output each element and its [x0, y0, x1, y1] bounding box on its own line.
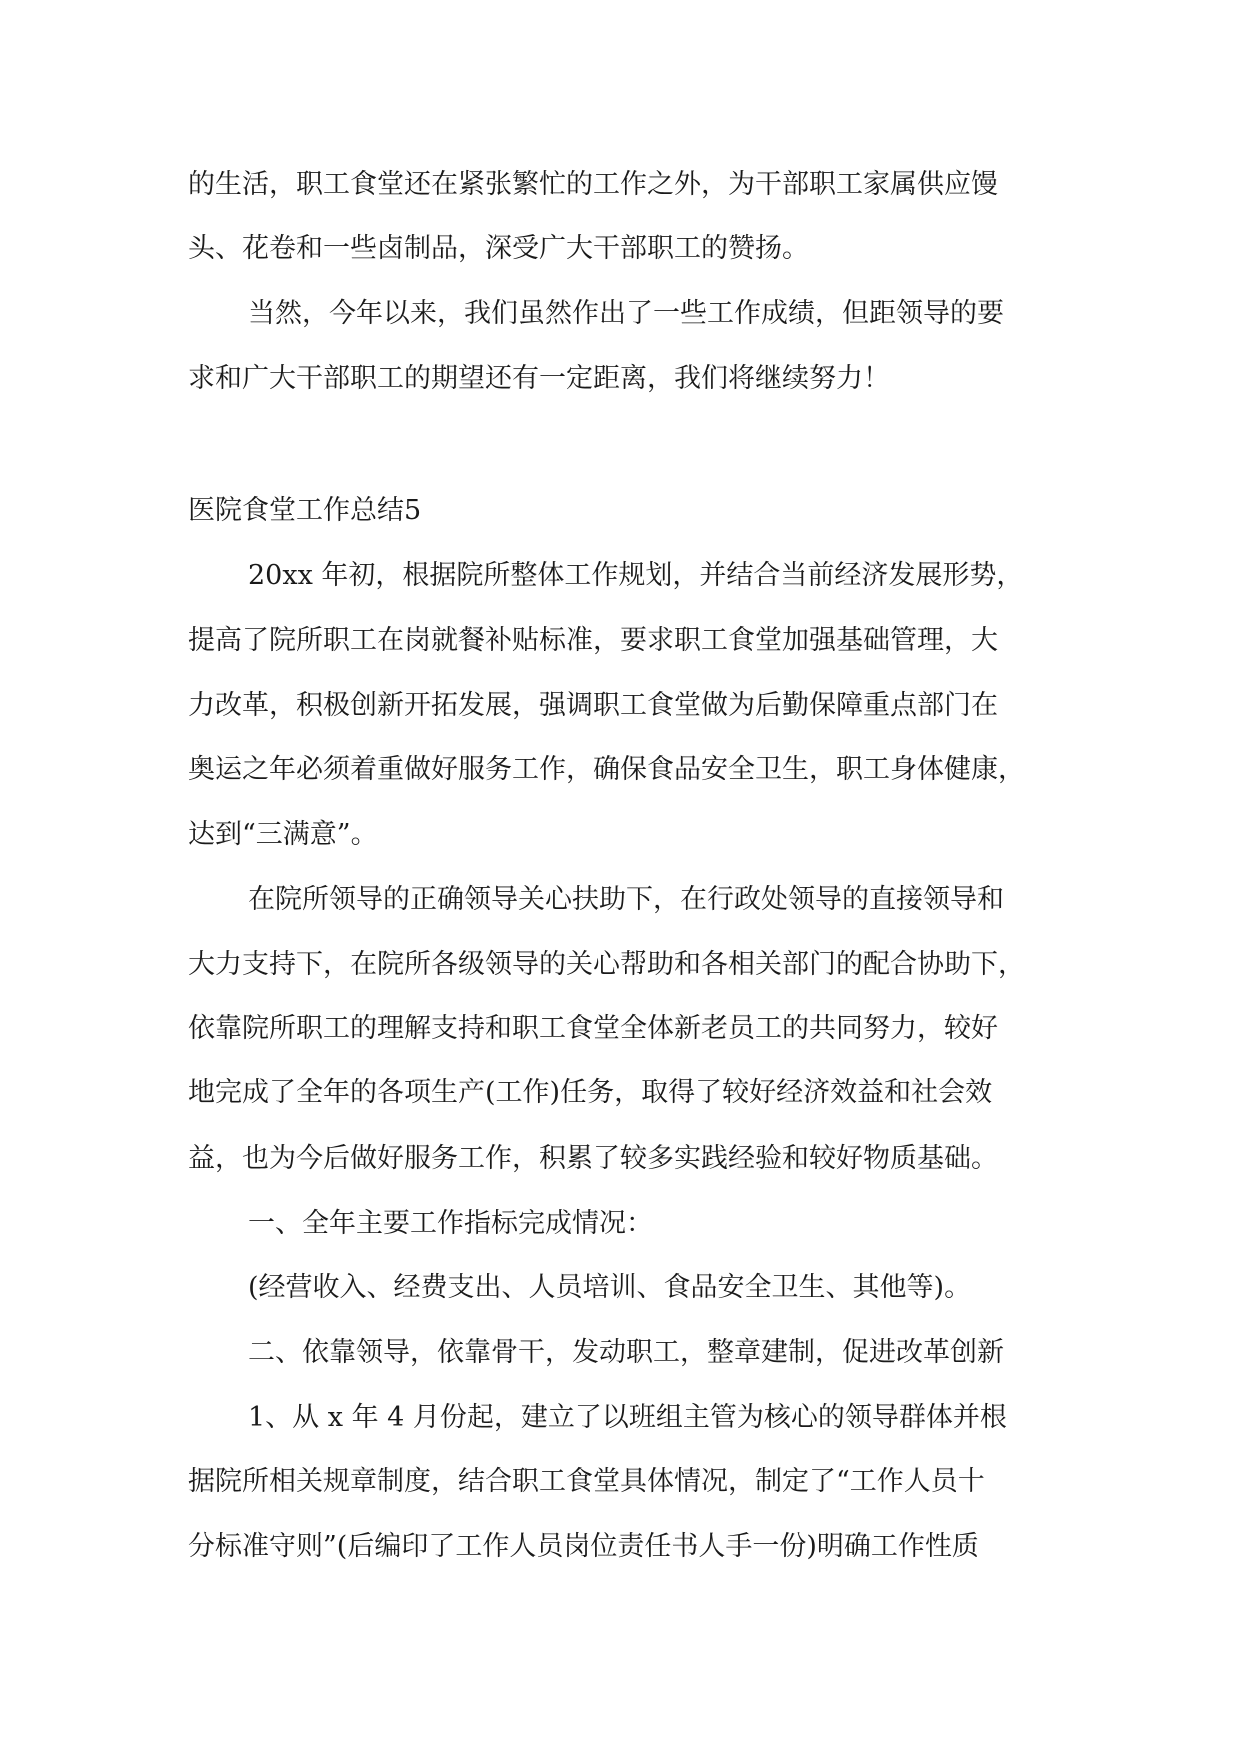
paragraph-line: 达到“三满意”。 — [188, 819, 378, 850]
paragraph-line: 据院所相关规章制度，结合职工食堂具体情况，制定了“工作人员十 — [188, 1466, 985, 1497]
paragraph-line: 益，也为今后做好服务工作，积累了较多实践经验和较好物质基础。 — [188, 1143, 998, 1174]
paragraph-line: 1、从 x 年 4 月份起，建立了以班组主管为核心的领导群体并根 — [248, 1402, 1007, 1433]
paragraph-line: 力改革，积极创新开拓发展，强调职工食堂做为后勤保障重点部门在 — [188, 690, 998, 721]
paragraph-line: 分标准守则”(后编印了工作人员岗位责任书人手一份)明确工作性质 — [188, 1531, 979, 1562]
paragraph-line: 头、花卷和一些卤制品，深受广大干部职工的赞扬。 — [188, 233, 809, 264]
paragraph-line: 依靠院所职工的理解支持和职工食堂全体新老员工的共同努力，较好 — [188, 1013, 998, 1044]
paragraph-line: 求和广大干部职工的期望还有一定距离，我们将继续努力！ — [188, 363, 890, 394]
paragraph-line: 二、依靠领导，依靠骨干，发动职工，整章建制，促进改革创新 — [248, 1337, 1004, 1368]
paragraph-line: 在院所领导的正确领导关心扶助下，在行政处领导的直接领导和 — [248, 884, 1004, 915]
paragraph-line: 当然，今年以来，我们虽然作出了一些工作成绩，但距领导的要 — [248, 298, 1004, 329]
paragraph-line: 大力支持下，在院所各级领导的关心帮助和各相关部门的配合协助下， — [188, 949, 1025, 980]
paragraph-line: 一、全年主要工作指标完成情况： — [248, 1208, 653, 1239]
paragraph-line: 奥运之年必须着重做好服务工作，确保食品安全卫生，职工身体健康， — [188, 754, 1025, 785]
paragraph-line: (经营收入、经费支出、人员培训、食品安全卫生、其他等)。 — [248, 1272, 972, 1303]
paragraph-line: 的生活，职工食堂还在紧张繁忙的工作之外，为干部职工家属供应馒 — [188, 169, 998, 200]
section-heading: 医院食堂工作总结5 — [188, 495, 422, 526]
paragraph-line: 20xx 年初，根据院所整体工作规划，并结合当前经济发展形势， — [248, 560, 1024, 591]
paragraph-line: 提高了院所职工在岗就餐补贴标准，要求职工食堂加强基础管理，大 — [188, 625, 998, 656]
paragraph-line: 地完成了全年的各项生产(工作)任务，取得了较好经济效益和社会效 — [188, 1077, 993, 1108]
